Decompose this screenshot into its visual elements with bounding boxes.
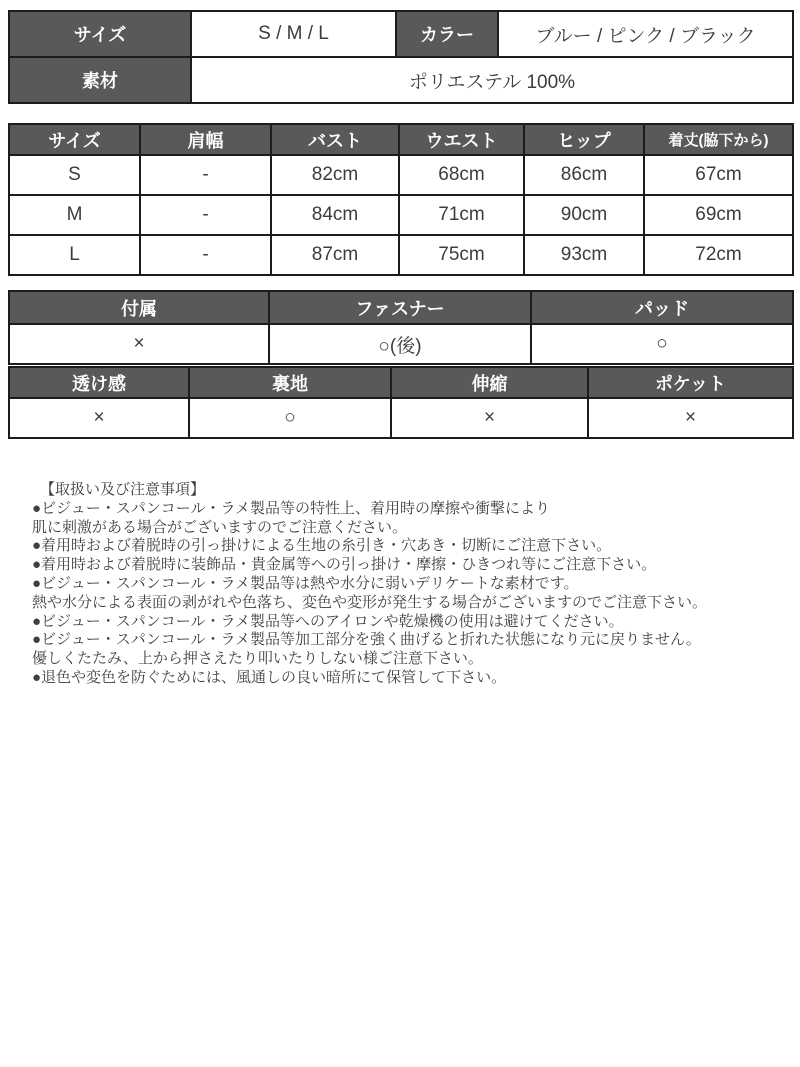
product-info-table — [8, 10, 794, 104]
care-note-line-4-cont: 熱や水分による表面の剥がれや色落ち、変色や変形が発生する場合がございますのでご注意下さい。 — [32, 593, 708, 611]
cell-waist: 68cm — [399, 155, 524, 195]
measurements-row-m — [9, 195, 793, 235]
care-note-line-2: ●着用時および着脱時の引っ掛けによる生地の糸引き・穴あき・切断にご注意下さい。 — [32, 537, 612, 555]
care-note-line-4: ●ビジュー・スパンコール・ラメ製品等は熱や水分に弱いデリケートな素材です。 — [32, 574, 579, 592]
cell-length: 72cm — [644, 235, 793, 275]
info-row-material — [9, 57, 793, 103]
value-sheerness: × — [9, 398, 189, 438]
info-row-size-color — [9, 11, 793, 57]
value-accessory: × — [9, 324, 269, 364]
header-length: 着丈(脇下から) — [644, 124, 793, 155]
features1-header-row — [9, 291, 793, 324]
cell-waist: 71cm — [399, 195, 524, 235]
header-hip: ヒップ — [524, 124, 644, 155]
cell-shoulder: - — [140, 235, 271, 275]
care-note-line-1-cont: 肌に刺激がある場合がございますのでご注意ください。 — [32, 518, 408, 536]
value-stretch: × — [391, 398, 588, 438]
care-note-line-6: ●ビジュー・スパンコール・ラメ製品等加工部分を強く曲げると折れた状態になり元に戻りません。 — [32, 631, 701, 649]
cell-size: L — [9, 235, 140, 275]
cell-hip: 90cm — [524, 195, 644, 235]
header-pocket: ポケット — [588, 367, 793, 398]
header-size: サイズ — [9, 124, 140, 155]
care-notes — [32, 481, 777, 688]
cell-hip: 86cm — [524, 155, 644, 195]
cell-length: 67cm — [644, 155, 793, 195]
measurements-header-row — [9, 124, 793, 155]
value-fastener: ○(後) — [269, 324, 531, 364]
header-bust: バスト — [271, 124, 399, 155]
header-accessory: 付属 — [9, 291, 269, 324]
cell-waist: 75cm — [399, 235, 524, 275]
features2-value-row — [9, 398, 793, 438]
cell-bust: 87cm — [271, 235, 399, 275]
features1-value-row — [9, 324, 793, 364]
material-label-cell: 素材 — [9, 57, 191, 103]
cell-bust: 82cm — [271, 155, 399, 195]
header-sheerness: 透け感 — [9, 367, 189, 398]
care-note-line-1: ●ビジュー・スパンコール・ラメ製品等の特性上、着用時の摩擦や衝撃により — [32, 499, 551, 517]
care-note-line-6-cont: 優しくたたみ、上から押さえたり叩いたりしない様ご注意下さい。 — [32, 650, 483, 668]
size-label-cell: サイズ — [9, 11, 191, 57]
cell-size: M — [9, 195, 140, 235]
header-stretch: 伸縮 — [391, 367, 588, 398]
header-fastener: ファスナー — [269, 291, 531, 324]
measurements-row-l — [9, 235, 793, 275]
care-note-line-7: ●退色や変色を防ぐためには、風通しの良い暗所にて保管して下さい。 — [32, 668, 507, 686]
cell-bust: 84cm — [271, 195, 399, 235]
material-value-cell: ポリエステル 100% — [191, 57, 793, 103]
color-value-cell: ブルー / ピンク / ブラック — [498, 11, 793, 57]
cell-hip: 93cm — [524, 235, 644, 275]
care-note-line-3: ●着用時および着脱時に装飾品・貴金属等への引っ掛け・摩擦・ひきつれ等にご注意下さい。 — [32, 556, 657, 574]
cell-size: S — [9, 155, 140, 195]
care-notes-title: 【取扱い及び注意事項】 — [40, 481, 206, 498]
header-waist: ウエスト — [399, 124, 524, 155]
care-note-line-5: ●ビジュー・スパンコール・ラメ製品等へのアイロンや乾燥機の使用は避けてください。 — [32, 612, 624, 630]
features-table-1 — [8, 290, 794, 365]
cell-shoulder: - — [140, 155, 271, 195]
color-label-cell: カラー — [396, 11, 498, 57]
size-measurements-table — [8, 123, 794, 276]
header-shoulder-width: 肩幅 — [140, 124, 271, 155]
header-pad: パッド — [531, 291, 793, 324]
value-pad: ○ — [531, 324, 793, 364]
size-value-cell: S / M / L — [191, 11, 396, 57]
value-pocket: × — [588, 398, 793, 438]
cell-shoulder: - — [140, 195, 271, 235]
header-lining: 裏地 — [189, 367, 391, 398]
features2-header-row — [9, 367, 793, 398]
measurements-row-s — [9, 155, 793, 195]
value-lining: ○ — [189, 398, 391, 438]
features-table-2 — [8, 366, 794, 439]
cell-length: 69cm — [644, 195, 793, 235]
